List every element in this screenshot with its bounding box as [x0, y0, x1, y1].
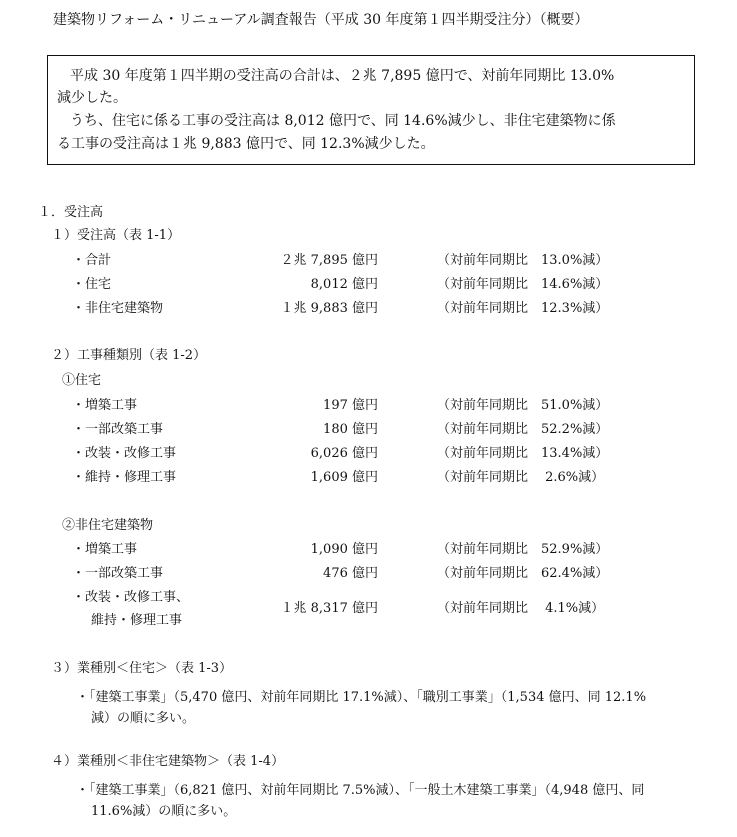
row-label: ・一部改築工事: [72, 566, 164, 581]
category-heading: ①住宅: [62, 373, 102, 388]
row-comparison: （対前年同期比 52.2%減）: [437, 422, 609, 437]
row-comparison: （対前年同期比 51.0%減）: [437, 398, 609, 413]
row-comparison: （対前年同期比 4.1%減）: [437, 601, 605, 616]
row-label-continued: 維持・修理工事: [91, 613, 183, 628]
report-title: 建築物リフォーム・リニューアル調査報告（平成 30 年度第１四半期受注分）（概要）: [53, 12, 589, 28]
paragraph-line: 減）の順に多い。: [91, 711, 196, 726]
subsection-heading: ３）業種別＜住宅＞（表 1-3）: [51, 661, 233, 676]
paragraph-line: 11.6%減）の順に多い。: [91, 804, 237, 819]
row-label: ・一部改築工事: [72, 422, 164, 437]
row-comparison: （対前年同期比 13.0%減）: [437, 253, 609, 268]
row-comparison: （対前年同期比 62.4%減）: [437, 566, 609, 581]
row-value: 6,026 億円: [310, 446, 378, 461]
summary-line: 平成 30 年度第１四半期の受注高の合計は、２兆 7,895 億円で、対前年同期比 13.0%: [70, 68, 615, 84]
row-label: ・改装・改修工事: [72, 446, 177, 461]
subsection-heading: ２）工事種類別（表 1-2）: [51, 348, 207, 363]
section-heading: １．受注高: [38, 205, 104, 220]
row-label: ・住宅: [72, 277, 112, 292]
summary-line: 減少した。: [57, 90, 127, 106]
row-comparison: （対前年同期比 13.4%減）: [437, 446, 609, 461]
summary-line: る工事の受注高は１兆 9,883 億円で、同 12.3%減少した。: [57, 136, 435, 152]
summary-line: うち、住宅に係る工事の受注高は 8,012 億円で、同 14.6%減少し、非住宅建築物に係: [70, 113, 616, 129]
category-heading: ②非住宅建築物: [62, 518, 154, 533]
row-comparison: （対前年同期比 2.6%減）: [437, 470, 605, 485]
row-value: 1,090 億円: [310, 542, 378, 557]
row-comparison: （対前年同期比 12.3%減）: [437, 301, 609, 316]
row-value: １兆 8,317 億円: [280, 601, 378, 616]
row-value: 180 億円: [323, 422, 378, 437]
row-value: 197 億円: [323, 398, 378, 413]
subsection-heading: ４）業種別＜非住宅建築物＞（表 1-4）: [51, 754, 285, 769]
row-label: ・改装・改修工事、: [72, 590, 190, 605]
row-label: ・合計: [72, 253, 112, 268]
paragraph-line: ・「建築工事業」（6,821 億円、対前年同期比 7.5%減）、「一般土木建築工事業」（4,948 億円、同: [76, 783, 645, 798]
row-value: １兆 9,883 億円: [280, 301, 378, 316]
row-comparison: （対前年同期比 14.6%減）: [437, 277, 609, 292]
row-label: ・増築工事: [72, 542, 138, 557]
summary-box: [47, 55, 695, 165]
subsection-heading: １）受注高（表 1-1）: [51, 228, 181, 243]
row-value: 8,012 億円: [310, 277, 378, 292]
row-comparison: （対前年同期比 52.9%減）: [437, 542, 609, 557]
row-value: 476 億円: [323, 566, 378, 581]
row-label: ・増築工事: [72, 398, 138, 413]
paragraph-line: ・「建築工事業」（5,470 億円、対前年同期比 17.1%減）、「職別工事業」（1,534 億円、同 12.1%: [76, 690, 647, 705]
row-label: ・非住宅建築物: [72, 301, 164, 316]
row-value: ２兆 7,895 億円: [280, 253, 378, 268]
row-value: 1,609 億円: [310, 470, 378, 485]
row-label: ・維持・修理工事: [72, 470, 177, 485]
